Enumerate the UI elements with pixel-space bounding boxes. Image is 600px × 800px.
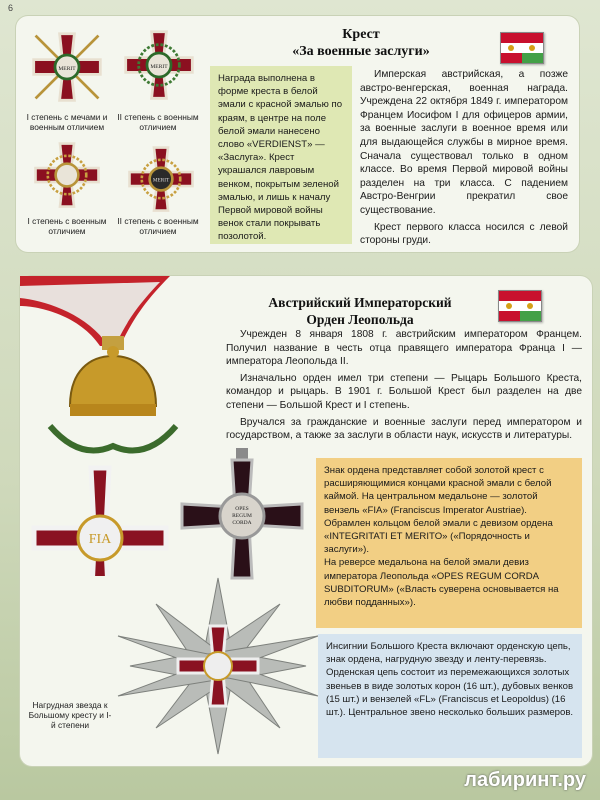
- section2-paragraph: Изначально орден имел три степени — Рыцарь Большого Креста, командор и рыцарь. В 1901 г. Большой Крест был разделен на две степени — Большой Крест и I степень.: [226, 372, 582, 411]
- medal-inscription-2: MERIT: [150, 63, 168, 70]
- section1-body: [360, 68, 568, 251]
- section-order-of-leopold: [20, 276, 592, 766]
- medal-inscription-1: MERIT: [58, 65, 76, 72]
- badge-reverse-paragraph: На реверсе медальона на белой эмали девиз императора Леопольда «OPES REGUM CORDA SUBDITORUM» («Власть суверена основывается на любви подданных»).: [324, 557, 559, 609]
- watermark-text: лабиринт.ру: [464, 769, 586, 791]
- austria-hungary-flag-icon: [500, 32, 544, 64]
- cross-medal-2-icon: [122, 28, 196, 102]
- section2-title: [240, 294, 480, 328]
- leopold-order-reverse-icon: [170, 446, 314, 586]
- section1-paragraph: Крест первого класса носился с левой стороны груди.: [360, 221, 568, 247]
- page-number: 6: [8, 3, 14, 13]
- section-military-merit-cross: [16, 16, 579, 252]
- info-box-cross-description: Награда выполнена в форме креста в белой эмали с красной эмалью по краям, в центре на поле белой эмали нанесено слово «VERDIENST» — «Заслуга». Крест украшался лавровым венком, покрытым зеленой эмалью, и лишь к началу Первой мировой войны венок стали покрывать позолотой.: [210, 66, 352, 244]
- section1-paragraph: Имперская австрийская, а позже австро-венгерская, военная награда. Учреждена 22 октября 1849 г. императором Францем Иосифом I для офицеров армии, за военные заслуги в военное время или для выдающейся службы в мирное время. Сначала существовал только в одном классе. Во время Первой мировой войны разделен на три класса. С падением Австро-Венгрии прекратил свое существование.: [360, 69, 568, 216]
- medal-inscription-4: MERIT: [152, 177, 170, 184]
- section2-paragraph: Вручался за гражданские и военные заслуги перед императором и государством, а также за заслуги в области наук, искусств и литературы.: [226, 416, 582, 442]
- austria-hungary-flag-icon-2: [498, 290, 542, 322]
- svg-text:FIA: FIA: [88, 532, 112, 547]
- medal-caption-2: II степень с военным отличием: [117, 112, 199, 132]
- section2-paragraph: Учрежден 8 января 1808 г. австрийским императором Францем. Получил название в честь отца правящего императора Франца I — императора Леопольда II.: [226, 329, 582, 368]
- svg-text:OPES: OPES: [235, 506, 249, 512]
- svg-text:REGUM: REGUM: [232, 513, 252, 519]
- medal-caption-1: I степень с мечами и военным отличием: [26, 112, 108, 132]
- section1-title-line1: Крест: [342, 27, 380, 42]
- section1-title-line2: «За военные заслуги»: [292, 44, 430, 59]
- medal-caption-3: I степень с военным отличием: [27, 216, 107, 236]
- section2-title-line2: Орден Леопольда: [306, 312, 414, 327]
- section1-title: [266, 26, 456, 60]
- info-box-badge-description: [316, 458, 582, 628]
- cross-medal-1-icon: [30, 30, 104, 104]
- star-caption: Нагрудная звезда к Большому кресту и I-й степени: [28, 700, 112, 730]
- cross-medal-3-icon: [30, 140, 104, 210]
- section2-title-line1: Австрийский Императорский: [268, 295, 452, 310]
- breast-star-icon: [102, 576, 334, 756]
- cross-medal-4-icon: [124, 144, 198, 214]
- section2-body: [226, 328, 582, 446]
- svg-text:CORDA: CORDA: [232, 520, 252, 526]
- badge-description-paragraph: Знак ордена представляет собой золотой крест с расширяющимися концами красной эмали с белой каймой. На центральном медальоне — золотой вензель «FIA» (Franciscus Imperator Austriae). Обрамлен кольцом белой эмали с девизом ордена «INTEGRITATI ET MERITO» («Порядочность и заслуги»).: [324, 465, 553, 556]
- medal-caption-4: II степень с военным отличием: [117, 216, 199, 236]
- info-box-grand-cross-insignia: Инсигнии Большого Креста включают орденскую цепь, знак ордена, нагрудную звезду и ленту-перевязь. Орденская цепь состоит из перемежающихся золотых звеньев в виде золотых корон (16 шт.), дубовых венков (15 шт.) и вензелей «FL» (Franciscus et Leopoldus) (16 шт.). Центральное звено несколько больших размеров.: [318, 634, 582, 758]
